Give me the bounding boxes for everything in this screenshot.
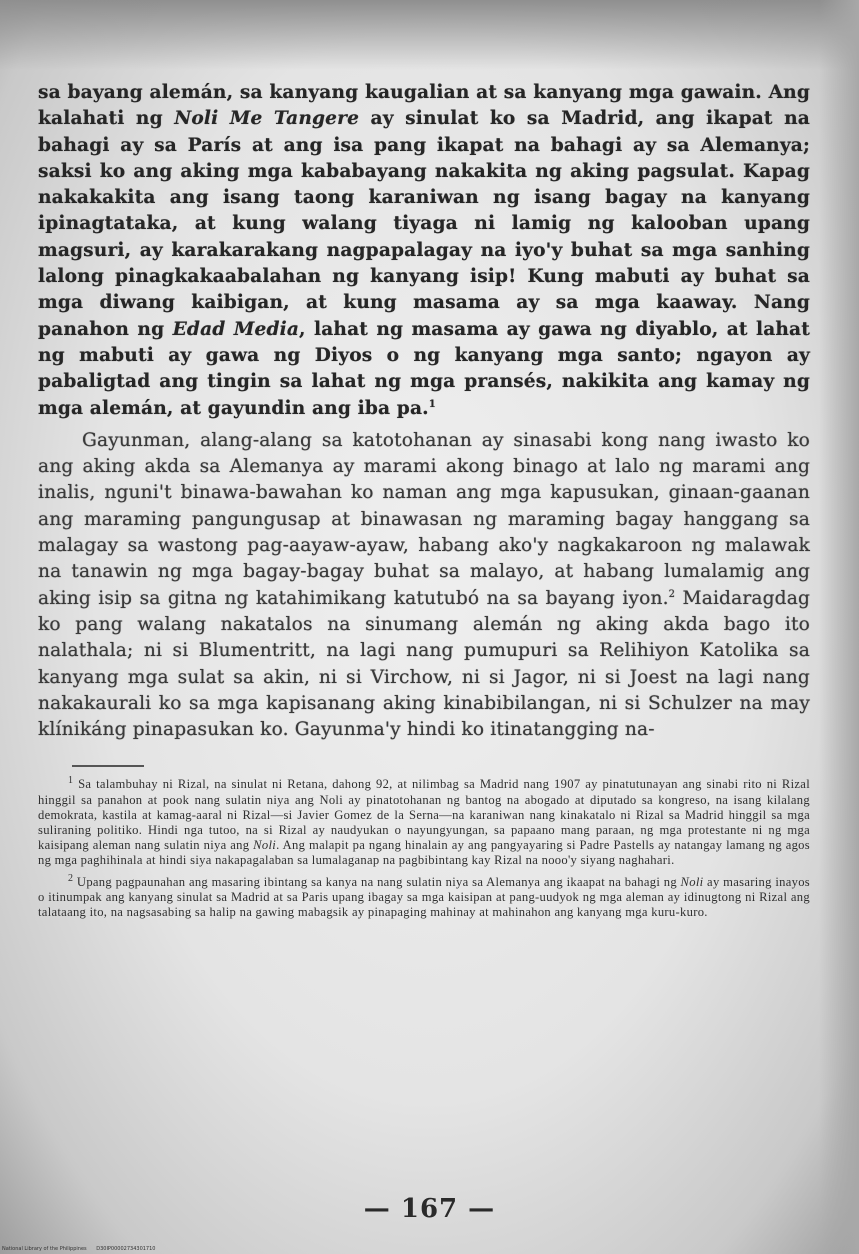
text-run: ay sinulat ko sa Madrid, ang ikapat na bahagi ay sa París at ang isa pang ikapat na bahagi ay sa Alemanya; saksi ko ang aking mga kababayang nakakita ng aking pagsulat. Kapag nakakakita ang isang taong karaniwan ng isang bagay na kanyang ipinagtataka, at kung walang tiyaga ni lamig ng kalooban upang magsuri, ay karakarakang nagpapalagay na iyo'y buhat sa mga sanhing lalong pinagkakaabalahan ng kanyang isip! Kung mabuti ay buhat sa mga diwang kaibigan, at kung masama ay sa mga kaaway. Nang panahon ng — [38, 108, 810, 340]
italic-noli: Noli — [680, 874, 704, 889]
footnote-1 — [38, 777, 810, 868]
scan-code: D30IP00002734301710 — [96, 1246, 156, 1252]
italic-edad-media: Edad Media — [172, 318, 300, 340]
footnote-mark-1: 1 — [68, 775, 74, 787]
text-run: , lahat ng masama ay gawa ng diyablo, at lahat ng mabuti ay gawa ng Diyos o ng kanyang mga santo; ngayon ay pabaligtad ang tingin sa lahat ng mga pransés, nakikita ang kamay ng mga alemán, at gayundin ang iba pa. — [38, 318, 810, 419]
footnote-2 — [38, 872, 811, 921]
text-run: Maidaragdag ko pang walang nakatalos na sinumang alemán ng aking akda bago ito nalathala; ni si Blumentritt, na lagi nang pumupuri sa Relihiyon Katolika sa kanyang mga sulat sa akin, ni si Virchow, ni si Jagor, ni si Joest na lagi nang nakakaurali ko sa mga kapisanang aking kinabibilangan, ni si Schulzer na may klínikáng pinapasukan ko. Gayunma'y hindi ko itinatangging na- — [38, 587, 810, 741]
text-run: ay masaring inayos o itinumpak ang kanyang sinulat sa Madrid at sa Paris upang ibagay sa mga kaisipan at pang-uudyok ng mga aleman ay idinugtong ni Rizal ang talataang ito, na nagsasabing sa halip na gawing mabagsik ay pinapaging mahinay at mahinahon ang kanyang mga kuru-kuro. — [38, 874, 811, 920]
footnote-mark-2: 2 — [68, 872, 74, 884]
page-content — [38, 80, 810, 920]
scan-shadow-top — [0, 0, 859, 70]
text-run: Sa talambuhay ni Rizal, na sinulat ni Retana, dahong 92, at nilimbag sa Madrid nang 1907 ay pinatutunayan ang sinabi rito ni Rizal hinggil sa panahon at pook nang sulatin niya ang Noli ay pinatotohanan ng bantog na abogado at diputado sa kongreso, na isang kilalang demokrata, kastila at kamag-aaral ni Rizal—si Javier Gomez de la Serna—na karaniwan nang kinakatalo ni Rizal sa Madrid hinggil sa mga suliraning politiko. Hindi nga tutoo, na si Rizal ay naudyukan o nayungyungan, sa papaano mang paraan, ng mga protestante ni ng mga kaisipang aleman nang sulatin niya ang — [38, 777, 810, 853]
scan-footer — [2, 1246, 163, 1252]
scan-shadow-right — [819, 0, 859, 1254]
text-run: Gayunman, alang-alang sa katotohanan ay sinasabi kong nang iwasto ko ang aking akda sa Alemanya ay marami akong binago at lalo ng marami ang inalis, nguni't binawa-bawahan ko naman ang mga kapusukan, ginaan-gaanan ang maraming pangungusap at binawasan ng maraming bagay hanggang sa malagay sa wastong pag-aayaw-ayaw, habang ako'y nagkakaroon ng malawak na tanawin ng mga bagay-bagay buhat sa malayo, at habang lumalamig ang aking isip sa gitna ng katahimikang katutubó na sa bayang iyon. — [38, 429, 810, 609]
footnote-ref-2: 2 — [668, 588, 676, 600]
italic-title-noli: Noli Me Tangere — [174, 108, 360, 130]
text-run: . Ang malapit pa ngang hinalain ay ang pangyayaring si Padre Pastells ay natangay lamang ng agos ng mga paghihinala at hindi siya nakapagalaban sa lumalaganap na pagbibintang kay Rizal na nooo'y siyang naghahari. — [38, 838, 810, 868]
library-credit: National Library of the Philippines — [2, 1246, 87, 1252]
body-paragraph-1 — [38, 80, 810, 422]
footnote-ref-1: 1 — [428, 398, 436, 410]
page-number: — 167 — — [363, 1194, 496, 1224]
body-paragraph-2 — [38, 428, 810, 744]
italic-noli: Noli — [253, 838, 277, 853]
text-run: sa bayang alemán, sa kanyang kaugalian at sa kanyang mga gawain. Ang kalahati ng — [38, 82, 810, 130]
text-run: Upang pagpaunahan ang masaring ibintang sa kanya na nang sulatin niya sa Alemanya ang ikaapat na bahagi ng — [73, 874, 681, 889]
footnote-divider — [72, 765, 144, 767]
